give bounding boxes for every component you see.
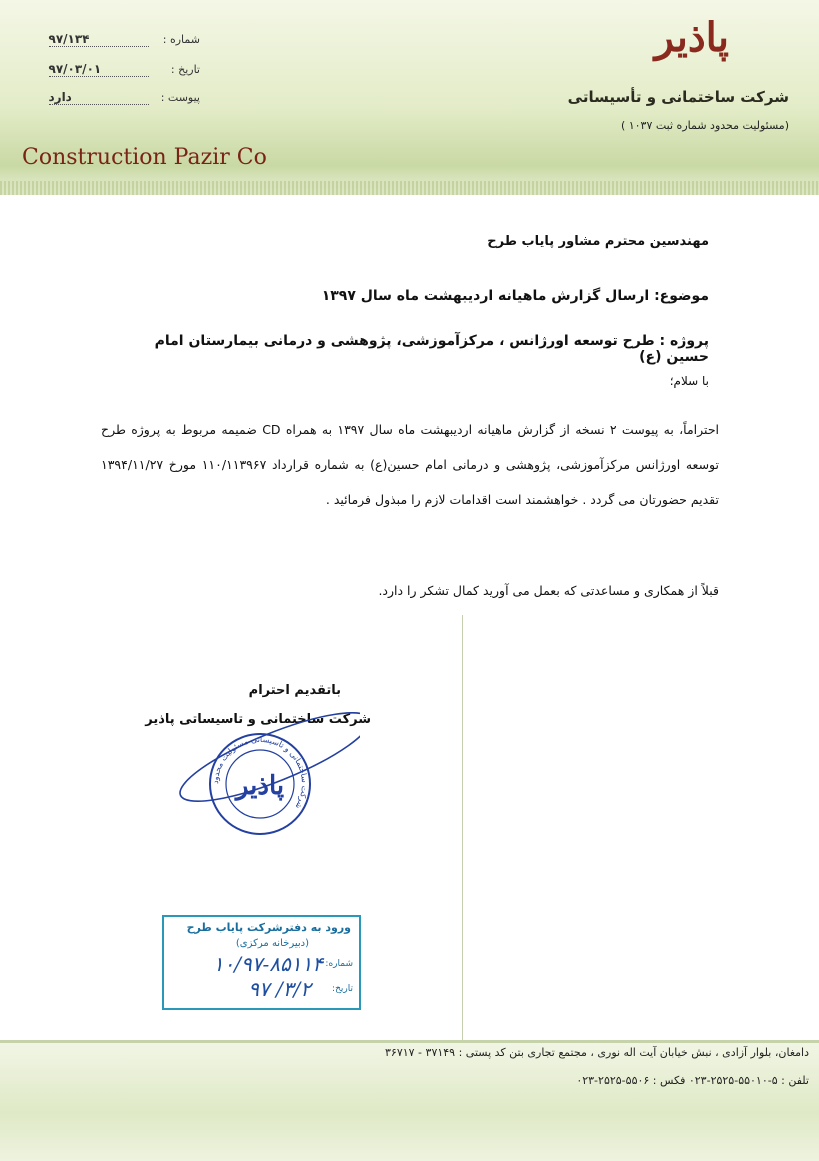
seal-ring-text: شرکت ساختمانی و تأسیساتی مسئولیت محدود bbox=[210, 734, 310, 811]
footer-phone: تلفن : ۵-۵۵۰۱۰-۲۵۲۵-۰۲۳ فکس : ۵۵۰۶-۲۵۲۵-۰۲۳ bbox=[576, 1074, 809, 1087]
stamp-number-label: شماره: bbox=[325, 959, 353, 969]
seal-center-text: پاذیر bbox=[235, 771, 285, 801]
addressee: مهندسین محترم مشاور پایاب طرح bbox=[487, 234, 709, 249]
letter-number-value: ۹۷/۱۳۴ bbox=[49, 32, 149, 47]
stamp-number-value: ۱۰/۹۷-۸۵۱۱۴ bbox=[212, 952, 323, 976]
footer-address: دامغان، بلوار آزادی ، نبش خیابان آیت اله نوری ، مجتمع تجاری بتن کد پستی : ۳۷۱۴۹ - ۳۶۷۱۷ bbox=[385, 1046, 809, 1059]
signature-loop-icon bbox=[171, 712, 360, 817]
company-name-fa: شرکت ساختمانی و تأسیساتی bbox=[567, 88, 789, 106]
company-seal bbox=[160, 712, 360, 852]
project-line: پروژه : طرح توسعه اورژانس ، مرکزآموزشی، پژوهشی و درمانی بیمارستان امام حسین (ع) bbox=[154, 333, 709, 365]
stamp-subtitle: (دبیرخانه مرکزی) bbox=[235, 938, 309, 949]
letter-number-label: شماره : bbox=[162, 33, 200, 46]
footer-divider bbox=[0, 1040, 819, 1043]
company-registration: (مسئولیت محدود شماره ثبت ۱۰۳۷ ) bbox=[620, 119, 789, 132]
brand-name-en: Construction Pazir Co bbox=[22, 145, 267, 170]
letter-attachment-value: دارد bbox=[49, 90, 149, 105]
stamp-date-label: تاریخ: bbox=[332, 984, 353, 994]
receipt-stamp bbox=[162, 915, 361, 1010]
letter-date-label: تاریخ : bbox=[170, 63, 200, 76]
closing-line: قبلاً از همکاری و مساعدتی که بعمل می آورید کمال تشکر را دارد. bbox=[378, 583, 719, 598]
letter-attachment-label: پیوست : bbox=[160, 91, 200, 104]
greeting: با سلام؛ bbox=[669, 374, 709, 388]
letter-date-row bbox=[40, 62, 200, 77]
fold-line bbox=[462, 615, 463, 1055]
signature-regards: باتقدیم احترام bbox=[248, 683, 341, 698]
letter-body: احتراماً، به پیوست ۲ نسخه از گزارش ماهیانه اردیبهشت ماه سال ۱۳۹۷ به همراه CD ضمیمه مربوط به پروژه طرح توسعه اورژانس مرکزآموزشی، پژوهشی و درمانی امام حسین(ع) به شماره قرارداد ۱۱۰/۱۱۳۹۶۷ مورخ ۱۳۹۴/۱۱/۲۷ تقدیم حضورتان می گردد . خواهشمند است اقدامات لازم را مبذول فرمائید . bbox=[101, 422, 720, 507]
letter-date-value: ۹۷/۰۳/۰۱ bbox=[49, 62, 149, 77]
letter-attachment-row bbox=[40, 90, 200, 105]
stamp-date-value: ۹۷ /۳/۲ bbox=[248, 977, 311, 1001]
signature-company: شرکت ساختمانی و تاسیساتی پاذیر bbox=[145, 712, 371, 727]
letter-number-row bbox=[40, 32, 200, 47]
subject-line: موضوع: ارسال گزارش ماهیانه اردیبهشت ماه سال ۱۳۹۷ bbox=[321, 288, 709, 304]
stamp-title: ورود به دفترشرکت پایاب طرح bbox=[186, 921, 351, 934]
brand-logo-fa: پاذیر bbox=[654, 14, 729, 61]
